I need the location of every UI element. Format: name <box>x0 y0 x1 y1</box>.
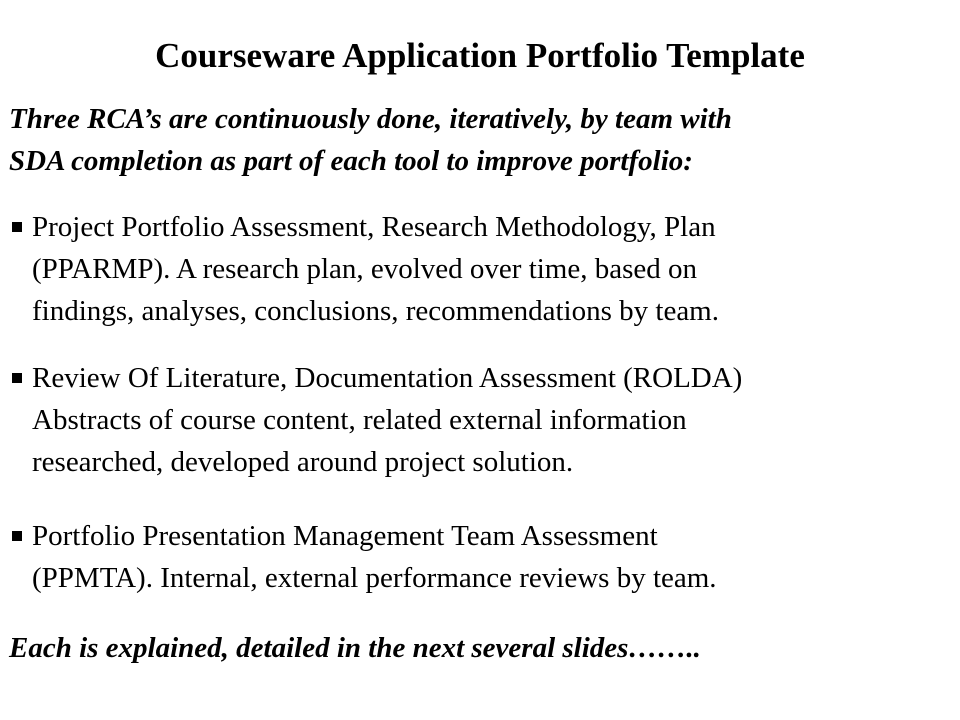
closing-text: Each is explained, detailed in the next several slides…….. <box>9 632 701 664</box>
slide-title: Courseware Application Portfolio Template <box>155 36 805 75</box>
bullet-line: researched, developed around project solution. <box>32 446 574 478</box>
bullet-line: findings, analyses, conclusions, recommendations by team. <box>32 295 719 327</box>
bullet-line: Review Of Literature, Documentation Assessment (ROLDA) <box>32 362 743 394</box>
bullet-item-rolda <box>10 357 950 483</box>
intro-line: Three RCA’s are continuously done, iteratively, by team with <box>9 103 732 135</box>
bullet-line: (PPMTA). Internal, external performance reviews by team. <box>32 562 717 594</box>
bullet-line: Project Portfolio Assessment, Research Methodology, Plan <box>32 211 716 243</box>
bullet-item-ppmta <box>10 515 950 599</box>
square-bullet-icon <box>10 357 32 399</box>
bullet-line: Portfolio Presentation Management Team Assessment <box>32 520 658 552</box>
intro-line: SDA completion as part of each tool to improve portfolio: <box>9 145 693 177</box>
square-bullet-icon <box>10 515 32 557</box>
bullet-line: (PPARMP). A research plan, evolved over time, based on <box>32 253 698 285</box>
bullet-line: Abstracts of course content, related external information <box>32 404 687 436</box>
bullet-item-pparmp <box>10 206 950 332</box>
square-bullet-icon <box>10 206 32 248</box>
intro-text <box>9 98 954 182</box>
